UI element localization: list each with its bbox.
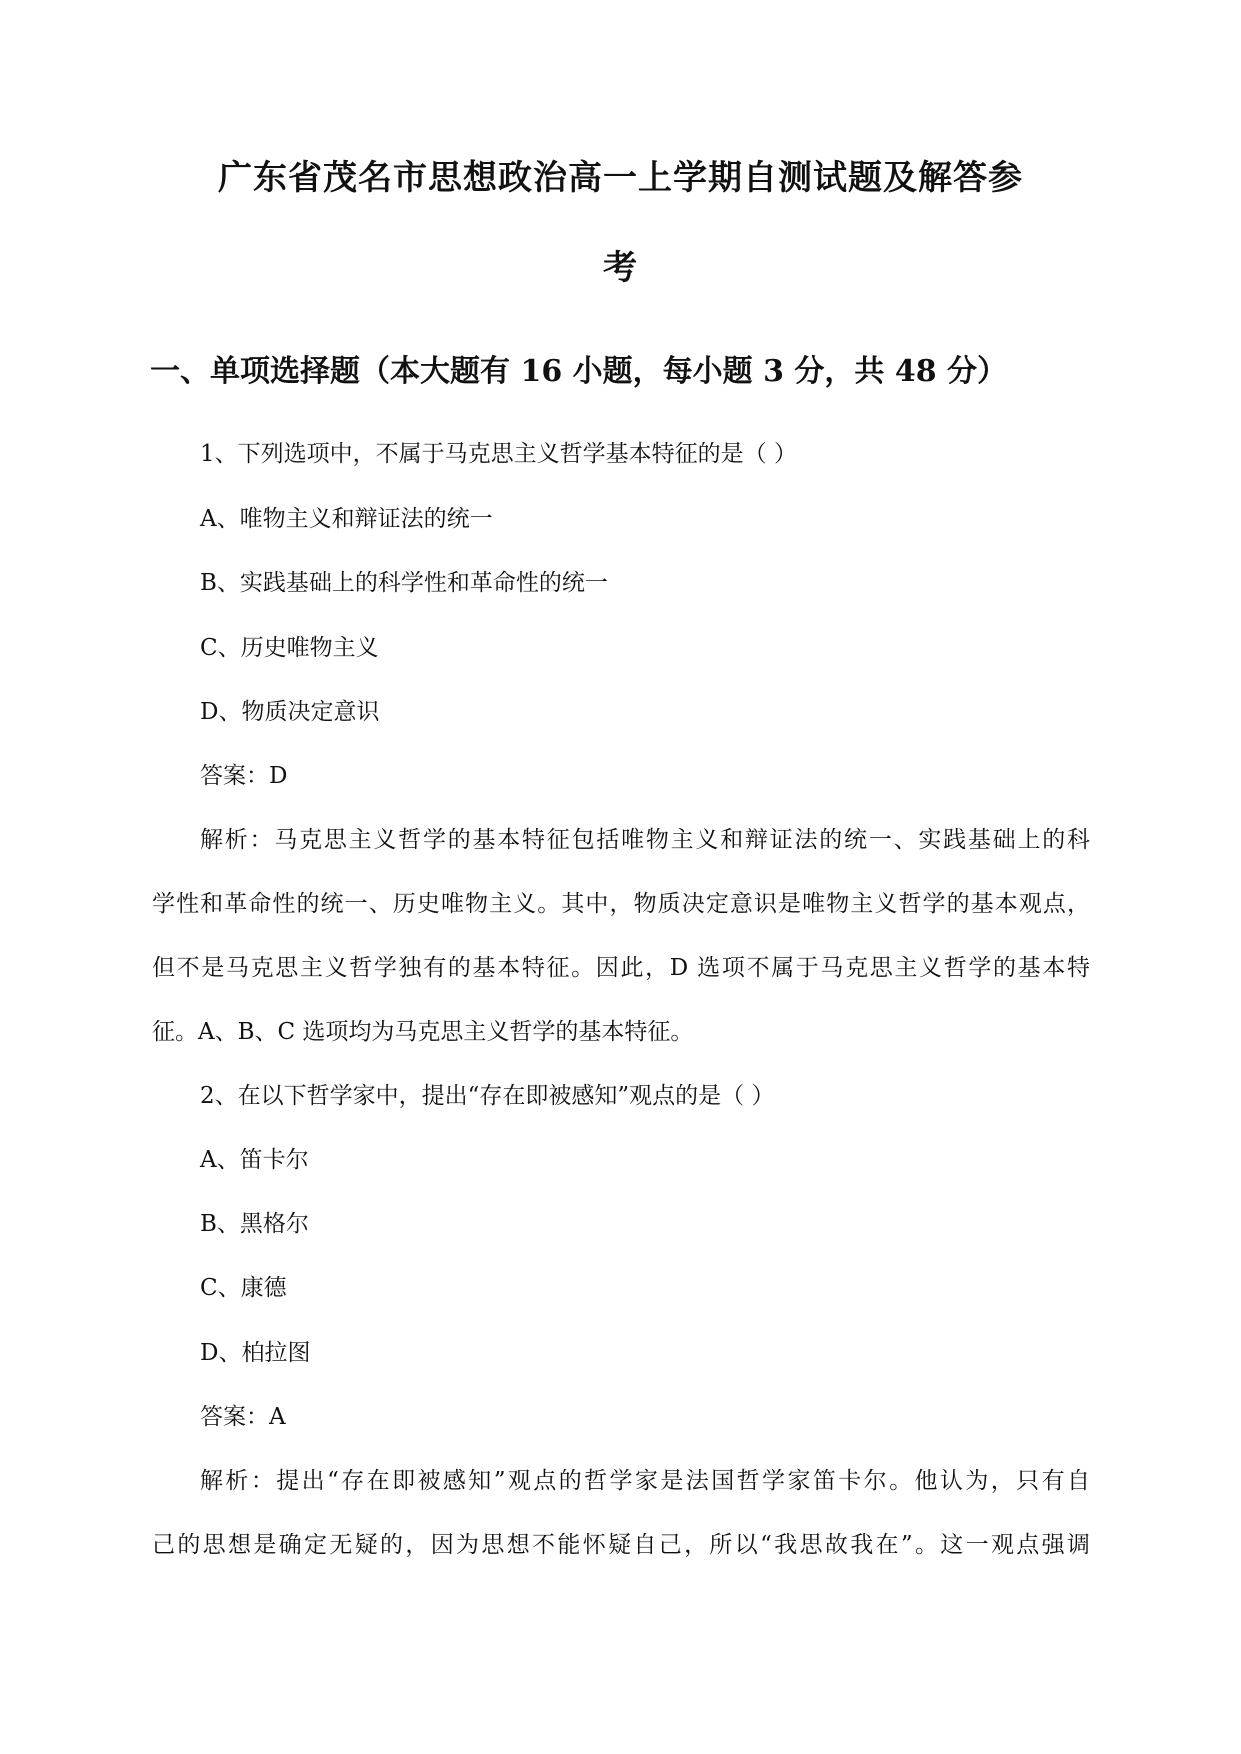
document-title-line-1: 广东省茂名市思想政治高一上学期自测试题及解答参 bbox=[218, 158, 1023, 198]
question-1-analysis-line-2: 学性和革命性的统一、历史唯物主义。其中，物质决定意识是唯物主义哲学的基本观点， bbox=[152, 891, 1090, 917]
document-title-line-2: 考 bbox=[603, 248, 638, 288]
question-2-option-d: D、柏拉图 bbox=[200, 1340, 311, 1366]
question-1-option-d: D、物质决定意识 bbox=[200, 699, 380, 725]
question-1-option-b: B、实践基础上的科学性和革命性的统一 bbox=[200, 570, 608, 596]
question-1-analysis-line-1: 解析：马克思主义哲学的基本特征包括唯物主义和辩证法的统一、实践基础上的科 bbox=[200, 827, 1090, 853]
question-1-analysis-line-3: 但不是马克思主义哲学独有的基本特征。因此，D 选项不属于马克思主义哲学的基本特 bbox=[152, 955, 1090, 981]
question-2-option-c: C、康德 bbox=[200, 1275, 287, 1301]
question-2-stem: 2、在以下哲学家中，提出“存在即被感知”观点的是（ ） bbox=[200, 1083, 775, 1109]
question-2-option-b: B、黑格尔 bbox=[200, 1211, 309, 1237]
question-1-analysis-line-4: 征。A、B、C 选项均为马克思主义哲学的基本特征。 bbox=[152, 1019, 694, 1045]
question-2-analysis-line-2: 己的思想是确定无疑的，因为思想不能怀疑自己，所以“我思故我在”。这一观点强调 bbox=[152, 1532, 1090, 1558]
question-1-answer: 答案：D bbox=[200, 763, 288, 789]
question-1-option-c: C、历史唯物主义 bbox=[200, 635, 379, 661]
question-2-analysis-line-1: 解析：提出“存在即被感知”观点的哲学家是法国哲学家笛卡尔。他认为，只有自 bbox=[200, 1468, 1090, 1494]
question-1-option-a: A、唯物主义和辩证法的统一 bbox=[200, 506, 493, 532]
question-2-option-a: A、笛卡尔 bbox=[200, 1147, 309, 1173]
question-2-answer: 答案：A bbox=[200, 1404, 286, 1430]
question-1-stem: 1、下列选项中，不属于马克思主义哲学基本特征的是（ ） bbox=[200, 441, 797, 467]
section-heading: 一、单项选择题（本大题有 16 小题，每小题 3 分，共 48 分） bbox=[150, 354, 1008, 389]
